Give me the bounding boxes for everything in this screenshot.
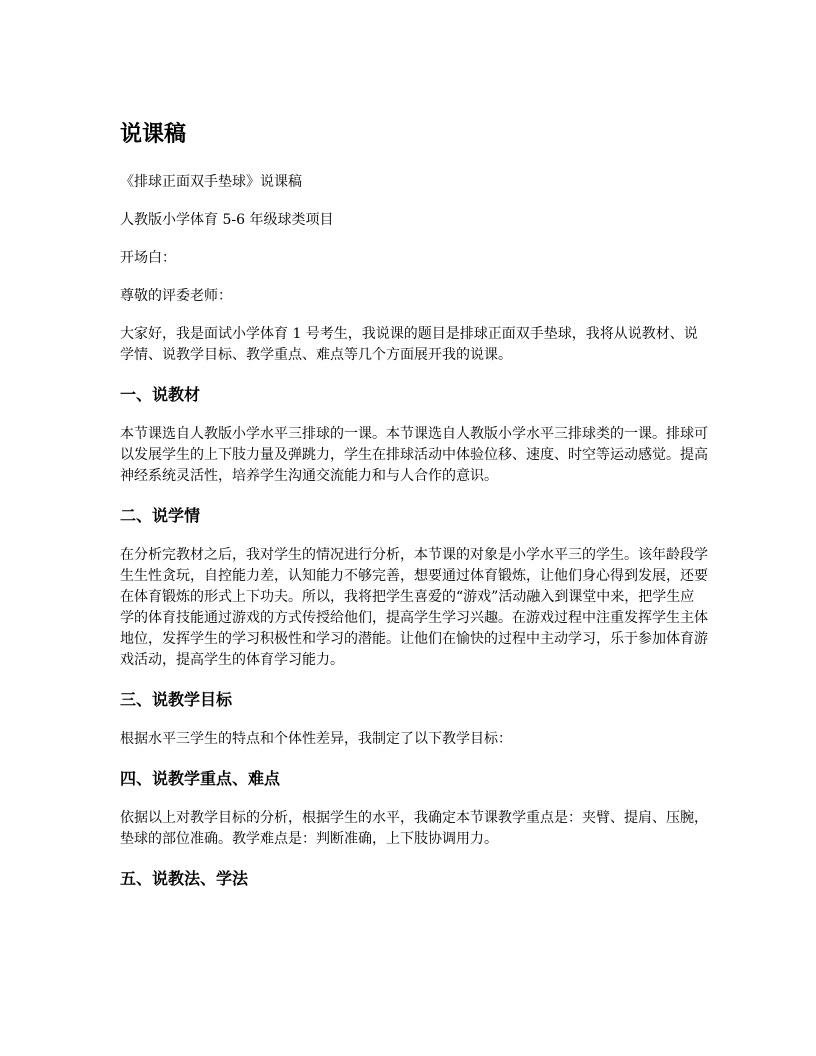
publisher-line: 人教版小学体育 5-6 年级球类项目 xyxy=(120,212,334,228)
section-heading-key-points: 四、说教学重点、难点 xyxy=(120,769,281,788)
section-body-objectives: 根据水平三学生的特点和个体性差异，我制定了以下教学目标： xyxy=(120,731,512,747)
section-body-textbook: 本节课选自人教版小学水平三排球的一课。本节课选自人教版小学水平三排球类的一课。排球可以发展学生的上下肢力量及弹跳力，学生在排球活动中体验位移、速度、时空等运动感觉。提高神经系统灵活性，培养学生沟通交流能力和与人合作的意识。 xyxy=(120,426,708,484)
section-body-students: 在分析完教材之后，我对学生的情况进行分析，本节课的对象是小学水平三的学生。该年龄段学生生性贪玩，自控能力差，认知能力不够完善，想要通过体育锻炼，让他们身心得到发展，还要在体育锻炼的形式上下功夫。所以，我将把学生喜爱的“游戏”活动融入到课堂中来，把学生应学的体育技能通过游戏的方式传授给他们，提高学生学习兴趣。在游戏过程中注重发挥学生主体地位，发挥学生的学习积极性和学习的潜能。让他们在愉快的过程中主动学习，乐于参加体育游戏活动，提高学生的体育学习能力。 xyxy=(120,547,708,668)
greeting-line: 尊敬的评委老师： xyxy=(120,288,232,304)
document-page xyxy=(120,120,708,908)
section-heading-textbook: 一、说教材 xyxy=(120,385,201,404)
section-heading-objectives: 三、说教学目标 xyxy=(120,690,233,709)
section-body-key-points: 依据以上对教学目标的分析，根据学生的水平，我确定本节课教学重点是：夹臂、提肩、压腕，垫球的部位准确。教学难点是：判断准确，上下肢协调用力。 xyxy=(120,810,708,847)
subtitle-line: 《排球正面双手垫球》说课稿 xyxy=(120,174,302,190)
section-heading-students: 二、说学情 xyxy=(120,506,201,525)
document-title: 说课稿 xyxy=(120,122,187,147)
section-heading-methods: 五、说教法、学法 xyxy=(120,869,249,888)
opening-label: 开场白： xyxy=(120,250,176,266)
intro-paragraph: 大家好，我是面试小学体育 1 号考生，我说课的题目是排球正面双手垫球，我将从说教材、说学情、说教学目标、教学重点、难点等几个方面展开我的说课。 xyxy=(120,326,698,363)
